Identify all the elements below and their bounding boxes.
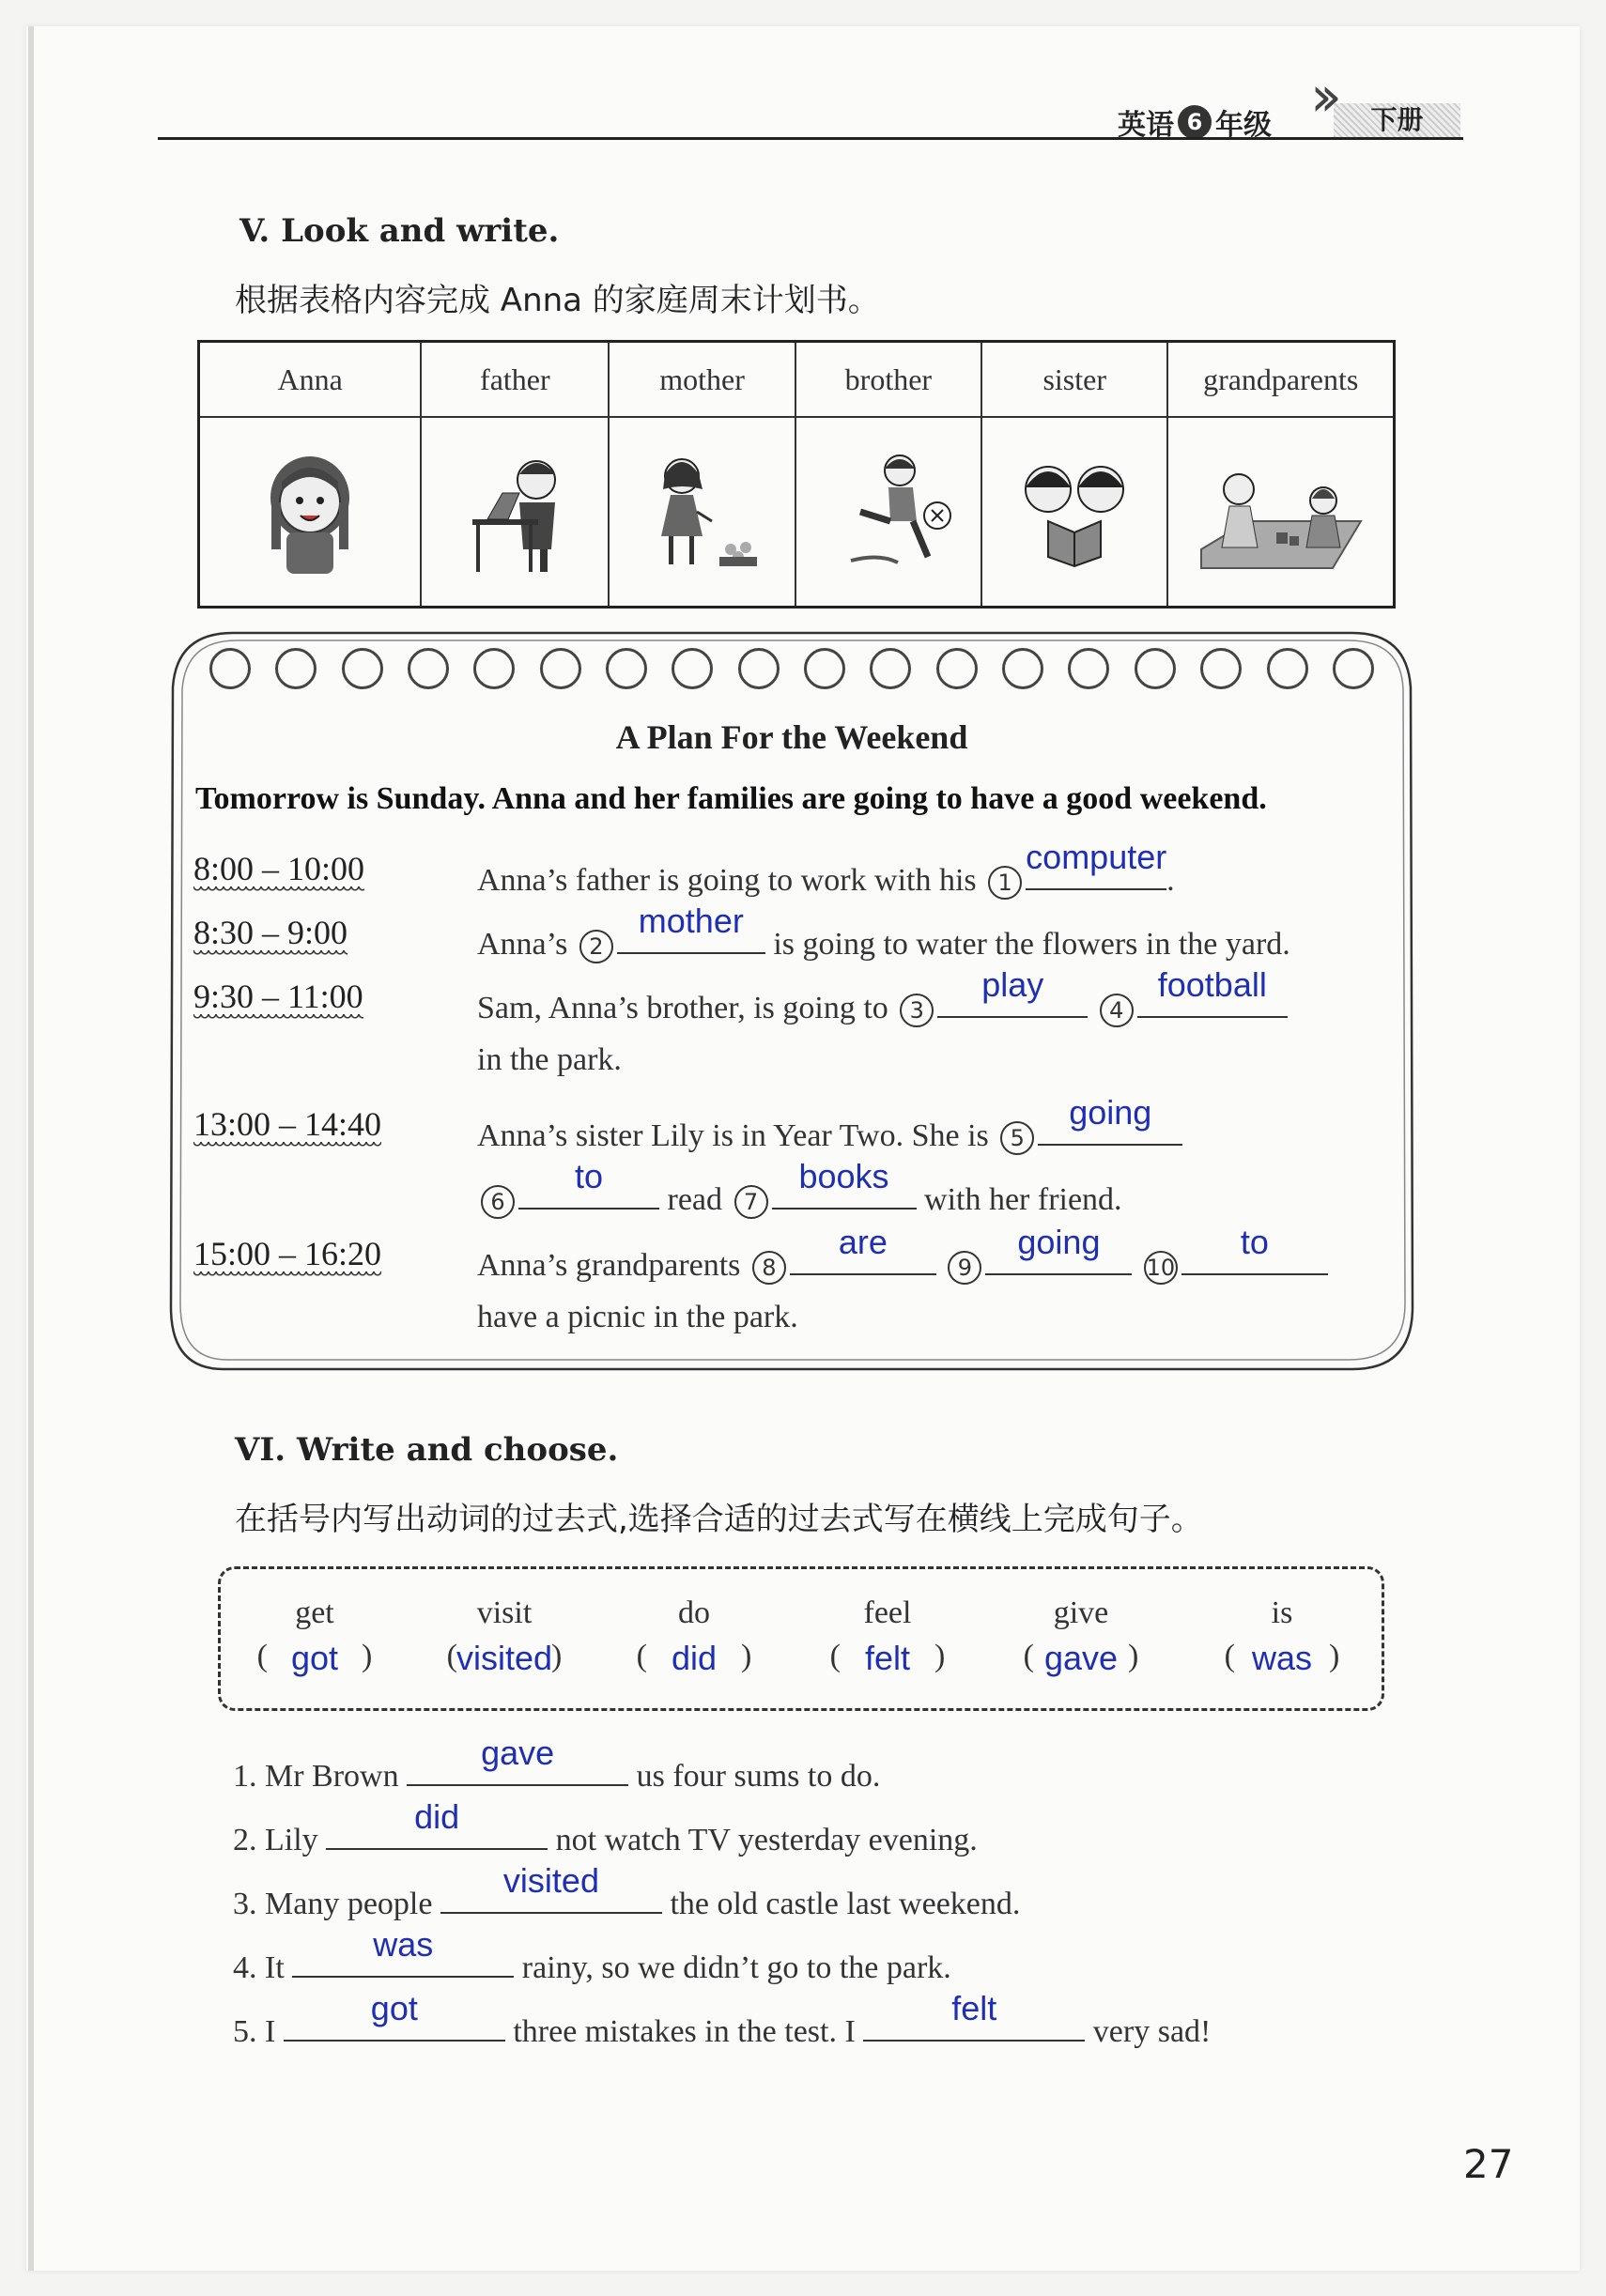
answer-text: to xyxy=(574,1157,604,1195)
blank-number: 10 xyxy=(1144,1251,1178,1285)
answer-blank[interactable] xyxy=(440,1861,662,1914)
ring-icon xyxy=(275,648,317,689)
answer-blank[interactable] xyxy=(407,1734,628,1786)
chevron-right-icon: ›› xyxy=(1310,64,1329,130)
verb-past-answer: did xyxy=(671,1639,718,1677)
verb-past-slot[interactable]: ( ) was xyxy=(1207,1639,1357,1680)
verb-past-answer: felt xyxy=(864,1639,911,1677)
plan-title: A Plan For the Weekend xyxy=(615,718,968,756)
plan-line xyxy=(477,965,1288,1027)
watering-flowers-icon xyxy=(637,446,768,578)
answer-text: was xyxy=(373,1925,434,1964)
time-slot: 9:30 – 11:00 xyxy=(193,977,363,1020)
sentence-item xyxy=(233,1989,1212,2050)
verb-past-answer: visited xyxy=(456,1639,553,1677)
time-slot: 8:30 – 9:00 xyxy=(193,913,347,956)
verb-item xyxy=(1006,1569,1156,1680)
verb-item xyxy=(812,1569,963,1680)
ring-icon xyxy=(1068,648,1109,689)
plan-line xyxy=(477,838,1175,900)
spiral-rings xyxy=(209,648,1374,701)
verb-past-answer: gave xyxy=(1043,1639,1119,1677)
section5-title: V. Look and write. xyxy=(239,212,560,250)
plan-line-continued: in the park. xyxy=(477,1042,622,1077)
sentence-item xyxy=(233,1797,978,1858)
answer-blank[interactable] xyxy=(790,1223,936,1275)
verb-past-slot[interactable]: ( ) felt xyxy=(812,1639,963,1680)
plan-text: Anna’s grandparents xyxy=(477,1248,741,1283)
brother-illustration xyxy=(795,417,981,608)
answer-blank[interactable] xyxy=(1038,1093,1182,1146)
answer-blank[interactable] xyxy=(1137,965,1288,1018)
plan-line-continued: have a picnic in the park. xyxy=(477,1300,798,1334)
plan-line xyxy=(477,1093,1182,1155)
answer-blank[interactable] xyxy=(1181,1223,1328,1275)
answer-blank[interactable] xyxy=(985,1223,1132,1275)
plan-line xyxy=(477,1223,1328,1285)
plan-text: is going to water the flowers in the yard. xyxy=(773,927,1290,962)
answer-text: did xyxy=(414,1797,460,1836)
table-header-brother: brother xyxy=(795,342,981,418)
verb-base: give xyxy=(1053,1595,1109,1630)
answer-text: gave xyxy=(481,1734,555,1772)
ring-icon xyxy=(1333,648,1374,689)
sentence-text: the old castle last weekend. xyxy=(670,1887,1021,1921)
girl-icon xyxy=(258,446,362,578)
time-slot: 8:00 – 10:00 xyxy=(193,849,364,892)
sentence-item xyxy=(233,1925,951,1986)
sentence-text: very sad! xyxy=(1092,2014,1212,2049)
answer-text: visited xyxy=(502,1861,599,1900)
ring-icon xyxy=(1135,648,1176,689)
answer-text: going xyxy=(1017,1223,1101,1261)
answer-blank[interactable] xyxy=(772,1157,917,1210)
answer-text: to xyxy=(1240,1223,1269,1261)
verb-past-slot[interactable]: ( ) got xyxy=(239,1639,390,1680)
blank-number: 6 xyxy=(481,1185,515,1219)
family-table xyxy=(197,340,1396,609)
ring-icon xyxy=(738,648,780,689)
ring-icon xyxy=(672,648,713,689)
laptop-worker-icon xyxy=(454,446,576,578)
plan-intro: Tomorrow is Sunday. Anna and her families are going to have a good weekend. xyxy=(195,781,1267,816)
verb-item xyxy=(239,1569,390,1680)
table-header-anna: Anna xyxy=(199,342,422,418)
sentence-text: 3. Many people xyxy=(233,1887,433,1921)
blank-number: 7 xyxy=(734,1185,768,1219)
plan-text: Anna’s sister Lily is in Year Two. She is xyxy=(477,1118,989,1153)
ring-icon xyxy=(209,648,251,689)
verb-box xyxy=(218,1566,1384,1711)
answer-blank[interactable] xyxy=(863,1989,1085,2042)
plan-text: with her friend. xyxy=(924,1182,1122,1217)
sentence-item xyxy=(233,1734,881,1795)
answer-text: play xyxy=(981,965,1044,1004)
anna-illustration xyxy=(199,417,422,608)
ring-icon xyxy=(804,648,845,689)
section5-instruction: 根据表格内容完成 Anna 的家庭周末计划书。 xyxy=(235,282,880,319)
ring-icon xyxy=(606,648,647,689)
answer-blank[interactable] xyxy=(326,1797,548,1850)
ring-icon xyxy=(1002,648,1043,689)
header-subject: 英语 xyxy=(1118,109,1174,142)
answer-blank[interactable] xyxy=(518,1157,659,1210)
grandparents-illustration xyxy=(1167,417,1394,608)
answer-blank[interactable] xyxy=(284,1989,505,2042)
sentence-text: 2. Lily xyxy=(233,1823,318,1857)
sentence-text: three mistakes in the test. I xyxy=(513,2014,856,2049)
sentence-text: 5. I xyxy=(233,2014,276,2049)
time-slot: 13:00 – 14:40 xyxy=(193,1104,381,1148)
answer-text: are xyxy=(838,1223,888,1261)
answer-blank[interactable] xyxy=(617,901,765,954)
verb-base: do xyxy=(678,1595,710,1630)
answer-text: got xyxy=(370,1989,418,2027)
sister-illustration xyxy=(981,417,1167,608)
blank-number: 3 xyxy=(900,994,934,1027)
verb-past-slot[interactable]: ( ) did xyxy=(619,1639,769,1680)
sentence-text: 1. Mr Brown xyxy=(233,1759,399,1794)
table-header-mother: mother xyxy=(609,342,795,418)
ring-icon xyxy=(1267,648,1308,689)
football-player-icon xyxy=(823,446,954,578)
header-volume: 下册 xyxy=(1334,103,1460,137)
table-header-sister: sister xyxy=(981,342,1167,418)
table-header-father: father xyxy=(421,342,609,418)
ring-icon xyxy=(870,648,911,689)
answer-text: mother xyxy=(638,901,744,940)
answer-text: going xyxy=(1069,1093,1152,1132)
blank-number: 4 xyxy=(1100,994,1134,1027)
answer-blank[interactable] xyxy=(1026,838,1167,890)
ring-icon xyxy=(540,648,581,689)
sentence-text: 4. It xyxy=(233,1950,285,1985)
sentence-text: us four sums to do. xyxy=(636,1759,881,1794)
sentence-text: not watch TV yesterday evening. xyxy=(555,1823,978,1857)
grade-number: 6 xyxy=(1178,105,1212,139)
plan-text: Sam, Anna’s brother, is going to xyxy=(477,991,888,1025)
weekend-plan-box xyxy=(167,631,1416,1373)
answer-text: felt xyxy=(951,1989,997,2027)
blank-number: 2 xyxy=(579,930,613,963)
blank-number: 8 xyxy=(752,1251,786,1285)
section6-title: VI. Write and choose. xyxy=(235,1431,619,1469)
verb-item xyxy=(1207,1569,1357,1680)
verb-base: visit xyxy=(476,1595,533,1630)
section6-instruction: 在括号内写出动词的过去式,选择合适的过去式写在横线上完成句子。 xyxy=(235,1501,1203,1538)
plan-line xyxy=(477,1157,1122,1219)
picnic-icon xyxy=(1192,446,1370,578)
verb-base: is xyxy=(1271,1595,1293,1630)
verb-base: get xyxy=(295,1595,334,1630)
verb-item xyxy=(619,1569,769,1680)
table-header-grandparents: grandparents xyxy=(1167,342,1394,418)
blank-number: 1 xyxy=(988,866,1022,900)
header-rule xyxy=(158,137,1463,140)
plan-line xyxy=(477,901,1290,963)
answer-blank[interactable] xyxy=(292,1925,514,1978)
ring-icon xyxy=(936,648,978,689)
sentence-text: rainy, so we didn’t go to the park. xyxy=(521,1950,951,1985)
ring-icon xyxy=(408,648,449,689)
answer-text: football xyxy=(1157,965,1267,1004)
blank-number: 5 xyxy=(1000,1121,1034,1155)
header-grade-suffix: 年级 xyxy=(1215,109,1272,142)
plan-text: Anna’s father is going to work with his xyxy=(477,863,977,898)
page-number: 27 xyxy=(1463,2141,1514,2187)
plan-text: . xyxy=(1166,863,1175,898)
plan-text: read xyxy=(667,1182,723,1217)
ring-icon xyxy=(473,648,515,689)
mother-illustration xyxy=(609,417,795,608)
verb-past-answer: got xyxy=(290,1639,339,1677)
ring-icon xyxy=(342,648,383,689)
verb-item xyxy=(429,1569,579,1680)
reading-kids-icon xyxy=(1009,446,1140,578)
page-spine xyxy=(28,26,34,2271)
verb-base: feel xyxy=(863,1595,912,1630)
answer-text: books xyxy=(798,1157,889,1195)
ring-icon xyxy=(1200,648,1242,689)
answer-blank[interactable] xyxy=(937,965,1088,1018)
sentence-item xyxy=(233,1861,1021,1922)
time-slot: 15:00 – 16:20 xyxy=(193,1234,381,1277)
father-illustration xyxy=(421,417,609,608)
plan-text: Anna’s xyxy=(477,927,568,962)
verb-past-slot[interactable]: ( ) gave xyxy=(1006,1639,1156,1680)
verb-past-answer: was xyxy=(1251,1639,1313,1677)
blank-number: 9 xyxy=(948,1251,981,1285)
answer-text: computer xyxy=(1026,838,1167,876)
verb-past-slot[interactable]: ( ) visited xyxy=(429,1639,579,1680)
